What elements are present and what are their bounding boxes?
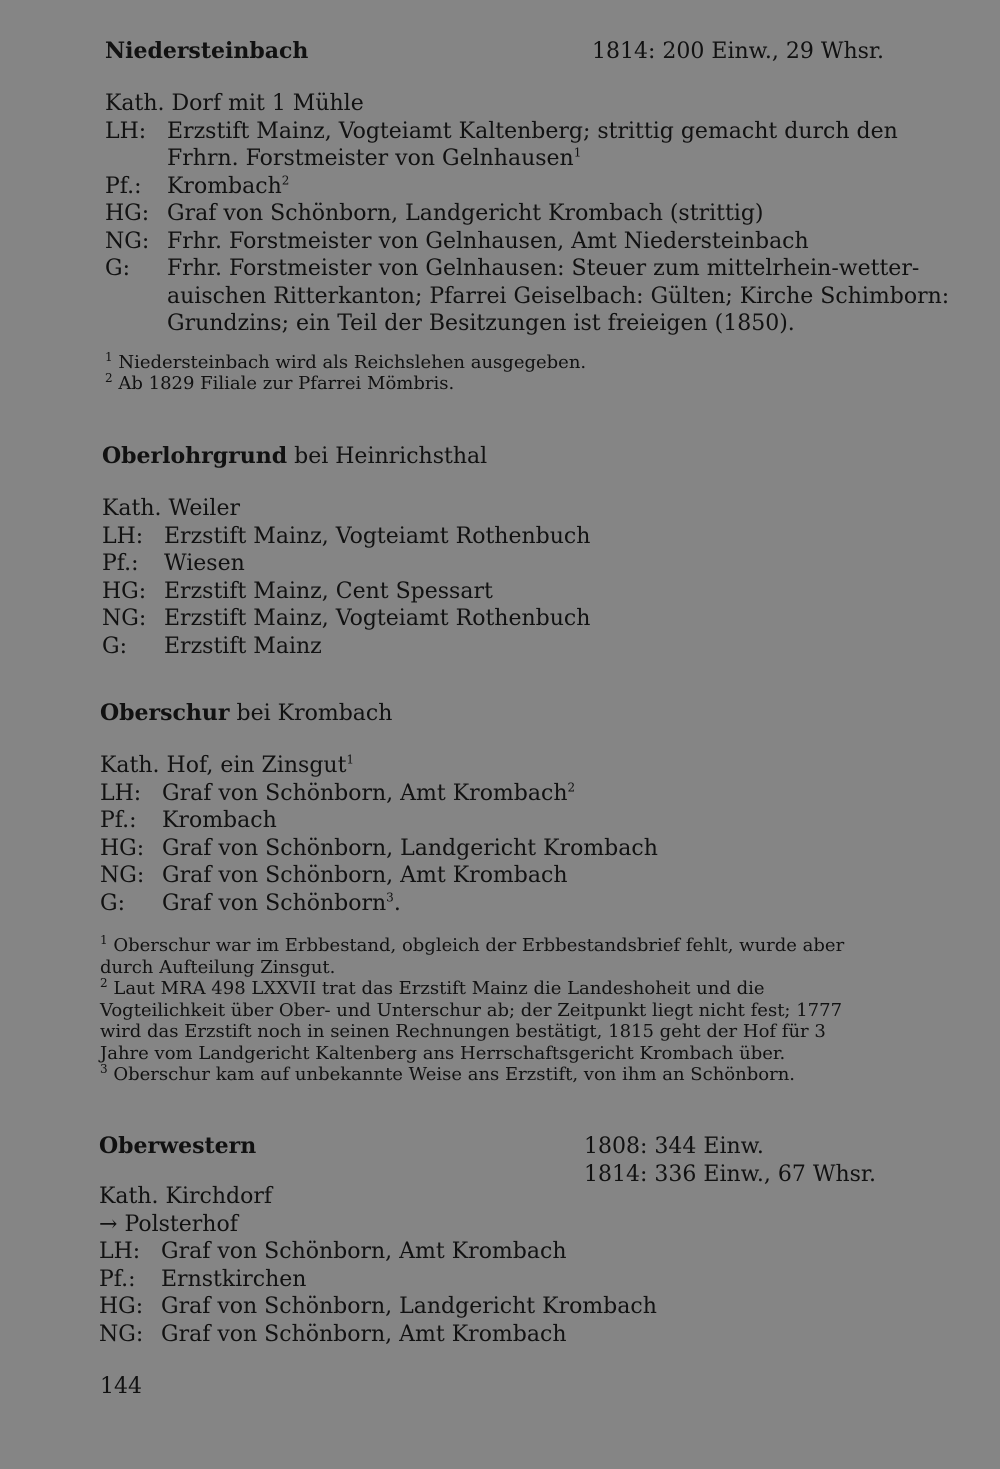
hg-label: HG: bbox=[100, 835, 145, 861]
pf-value: Ernstkirchen bbox=[161, 1266, 307, 1292]
pf-row bbox=[102, 550, 882, 578]
population-info: 1808: 344 Einw. bbox=[584, 1134, 764, 1159]
ng-row bbox=[100, 862, 880, 890]
lh-label: LH: bbox=[99, 1239, 141, 1264]
page-number: 144 bbox=[100, 1374, 142, 1399]
lh-label: LH: bbox=[102, 523, 144, 549]
entry-niedersteinbach bbox=[105, 38, 950, 395]
cross-reference: → Polsterhof bbox=[99, 1211, 238, 1237]
footnote: $^2$ Ab 1829 Filiale zur Pfarrei Mömbris. bbox=[105, 371, 455, 394]
footnote-marker: 2 bbox=[281, 173, 290, 188]
ng-row bbox=[102, 605, 882, 633]
g-label: G: bbox=[105, 256, 130, 281]
footnote-continued: durch Aufteilung Zinsgut. bbox=[100, 956, 336, 978]
footnote: $^1$ Niedersteinbach wird als Reichslehen ausgegeben. bbox=[105, 349, 587, 373]
settlement-type: Kath. Hof, ein Zinsgut$^1$ bbox=[100, 752, 355, 778]
footnote-marker: 1 bbox=[346, 752, 355, 767]
settlement-type: Kath. Dorf mit 1 Mühle bbox=[105, 91, 364, 116]
hg-row bbox=[102, 578, 882, 606]
pf-row bbox=[100, 807, 880, 835]
lh-value: Graf von Schönborn, Amt Krombach bbox=[162, 780, 568, 806]
lh-label: LH: bbox=[100, 780, 142, 806]
entry-header bbox=[102, 443, 882, 473]
place-suffix: bei Krombach bbox=[236, 701, 393, 726]
g-row bbox=[102, 633, 882, 661]
footnote: $^2$ Laut MRA 498 LXXVII trat das Erzstift Mainz die Landeshoheit und die bbox=[100, 976, 765, 999]
ng-value: Graf von Schönborn, Amt Krombach bbox=[162, 863, 568, 888]
hg-value: Erzstift Mainz, Cent Spessart bbox=[164, 578, 493, 604]
ng-value: Graf von Schönborn, Amt Krombach bbox=[161, 1321, 567, 1347]
footnote-continued: Vogteilichkeit über Ober- und Unterschur ab; der Zeitpunkt liegt nicht fest; 1777 bbox=[100, 999, 843, 1021]
ng-label: NG: bbox=[105, 228, 150, 254]
entry-oberwestern bbox=[99, 1133, 879, 1348]
hg-row bbox=[105, 200, 885, 228]
hg-label: HG: bbox=[105, 201, 150, 226]
footnote-continued: wird das Erzstift noch in seinen Rechnungen bestätigt, 1815 geht der Hof für 3 bbox=[100, 1021, 826, 1042]
hg-row bbox=[100, 835, 880, 863]
footnote-marker: 3 bbox=[386, 890, 394, 905]
place-name: Oberlohrgrund bbox=[102, 443, 288, 469]
ng-row bbox=[105, 228, 885, 256]
pf-value: Krombach bbox=[167, 173, 282, 199]
entry-header bbox=[99, 1133, 879, 1187]
pf-row bbox=[99, 1266, 879, 1294]
g-label: G: bbox=[100, 890, 125, 916]
ng-label: NG: bbox=[99, 1321, 144, 1347]
hg-value: Graf von Schönborn, Landgericht Krombach (strittig) bbox=[167, 201, 764, 226]
lh-row bbox=[99, 1238, 879, 1266]
lh-value: Erzstift Mainz, Vogteiamt Rothenbuch bbox=[164, 523, 591, 549]
population-info: 1814: 336 Einw., 67 Whsr. bbox=[584, 1162, 876, 1187]
g-label: G: bbox=[102, 633, 127, 659]
pf-value: Krombach bbox=[162, 808, 277, 833]
pf-label: Pf.: bbox=[99, 1266, 136, 1292]
entry-header bbox=[105, 38, 885, 68]
hg-value: Graf von Schönborn, Landgericht Krombach bbox=[161, 1294, 657, 1319]
g-value: Erzstift Mainz bbox=[164, 633, 322, 659]
lh-row bbox=[105, 118, 898, 146]
pf-label: Pf.: bbox=[105, 173, 142, 199]
entry-header bbox=[100, 700, 880, 730]
pf-value: Wiesen bbox=[164, 551, 245, 576]
g-row-continued: auischen Ritterkanton; Pfarrei Geiselbach: Gülten; Kirche Schimborn: bbox=[167, 283, 950, 309]
population-info: 1814: 200 Einw., 29 Whsr. bbox=[592, 39, 884, 64]
lh-value: Erzstift Mainz, Vogteiamt Kaltenberg; strittig gemacht durch den bbox=[167, 118, 898, 144]
lh-value: Graf von Schönborn, Amt Krombach bbox=[161, 1239, 567, 1264]
footnote: $^1$ Oberschur war im Erbbestand, obgleich der Erbbestandsbrief fehlt, wurde aber bbox=[100, 933, 845, 956]
place-name: Oberschur bbox=[100, 700, 230, 726]
pf-row bbox=[105, 173, 885, 201]
ng-row bbox=[99, 1321, 879, 1349]
arrow-right-icon: → bbox=[99, 1211, 118, 1237]
g-value: Graf von Schönborn bbox=[162, 890, 387, 916]
pf-label: Pf.: bbox=[102, 551, 139, 576]
g-row bbox=[105, 255, 920, 283]
footnote: $^3$ Oberschur kam auf unbekannte Weise ans Erzstift, von ihm an Schönborn. bbox=[100, 1062, 796, 1085]
pf-label: Pf.: bbox=[100, 808, 137, 833]
g-row: G: Graf von Schönborn$^3$. bbox=[100, 890, 401, 916]
entry-oberschur bbox=[100, 700, 880, 1086]
settlement-type: Kath. Weiler bbox=[102, 496, 240, 521]
footnote-continued: Jahre vom Landgericht Kaltenberg ans Herrschaftsgericht Krombach über. bbox=[100, 1042, 786, 1064]
ng-value: Frhr. Forstmeister von Gelnhausen, Amt Niedersteinbach bbox=[167, 228, 809, 254]
hg-row bbox=[99, 1293, 879, 1321]
lh-row-continued bbox=[105, 145, 885, 173]
footnote-marker: 1 bbox=[573, 145, 582, 160]
g-value: Frhr. Forstmeister von Gelnhausen: Steuer zum mittelrhein-wetter- bbox=[167, 256, 920, 281]
g-row-continued: Grundzins; ein Teil der Besitzungen ist freieigen (1850). bbox=[167, 311, 795, 336]
place-suffix: bei Heinrichsthal bbox=[294, 444, 488, 469]
place-name: Niedersteinbach bbox=[105, 38, 309, 64]
ng-label: NG: bbox=[102, 606, 147, 631]
lh-label: LH: bbox=[105, 118, 147, 144]
lh-value-continued: Frhrn. Forstmeister von Gelnhausen bbox=[167, 146, 574, 171]
lh-row bbox=[100, 780, 880, 808]
place-name: Oberwestern bbox=[99, 1133, 257, 1159]
hg-value: Graf von Schönborn, Landgericht Krombach bbox=[162, 835, 658, 861]
lh-row bbox=[102, 523, 882, 551]
hg-label: HG: bbox=[99, 1294, 144, 1319]
footnote-marker: 2 bbox=[567, 780, 576, 795]
ng-label: NG: bbox=[100, 863, 145, 888]
entry-oberlohrgrund bbox=[102, 443, 882, 660]
ng-value: Erzstift Mainz, Vogteiamt Rothenbuch bbox=[164, 606, 591, 631]
settlement-type: Kath. Kirchdorf bbox=[99, 1184, 273, 1209]
hg-label: HG: bbox=[102, 578, 147, 604]
